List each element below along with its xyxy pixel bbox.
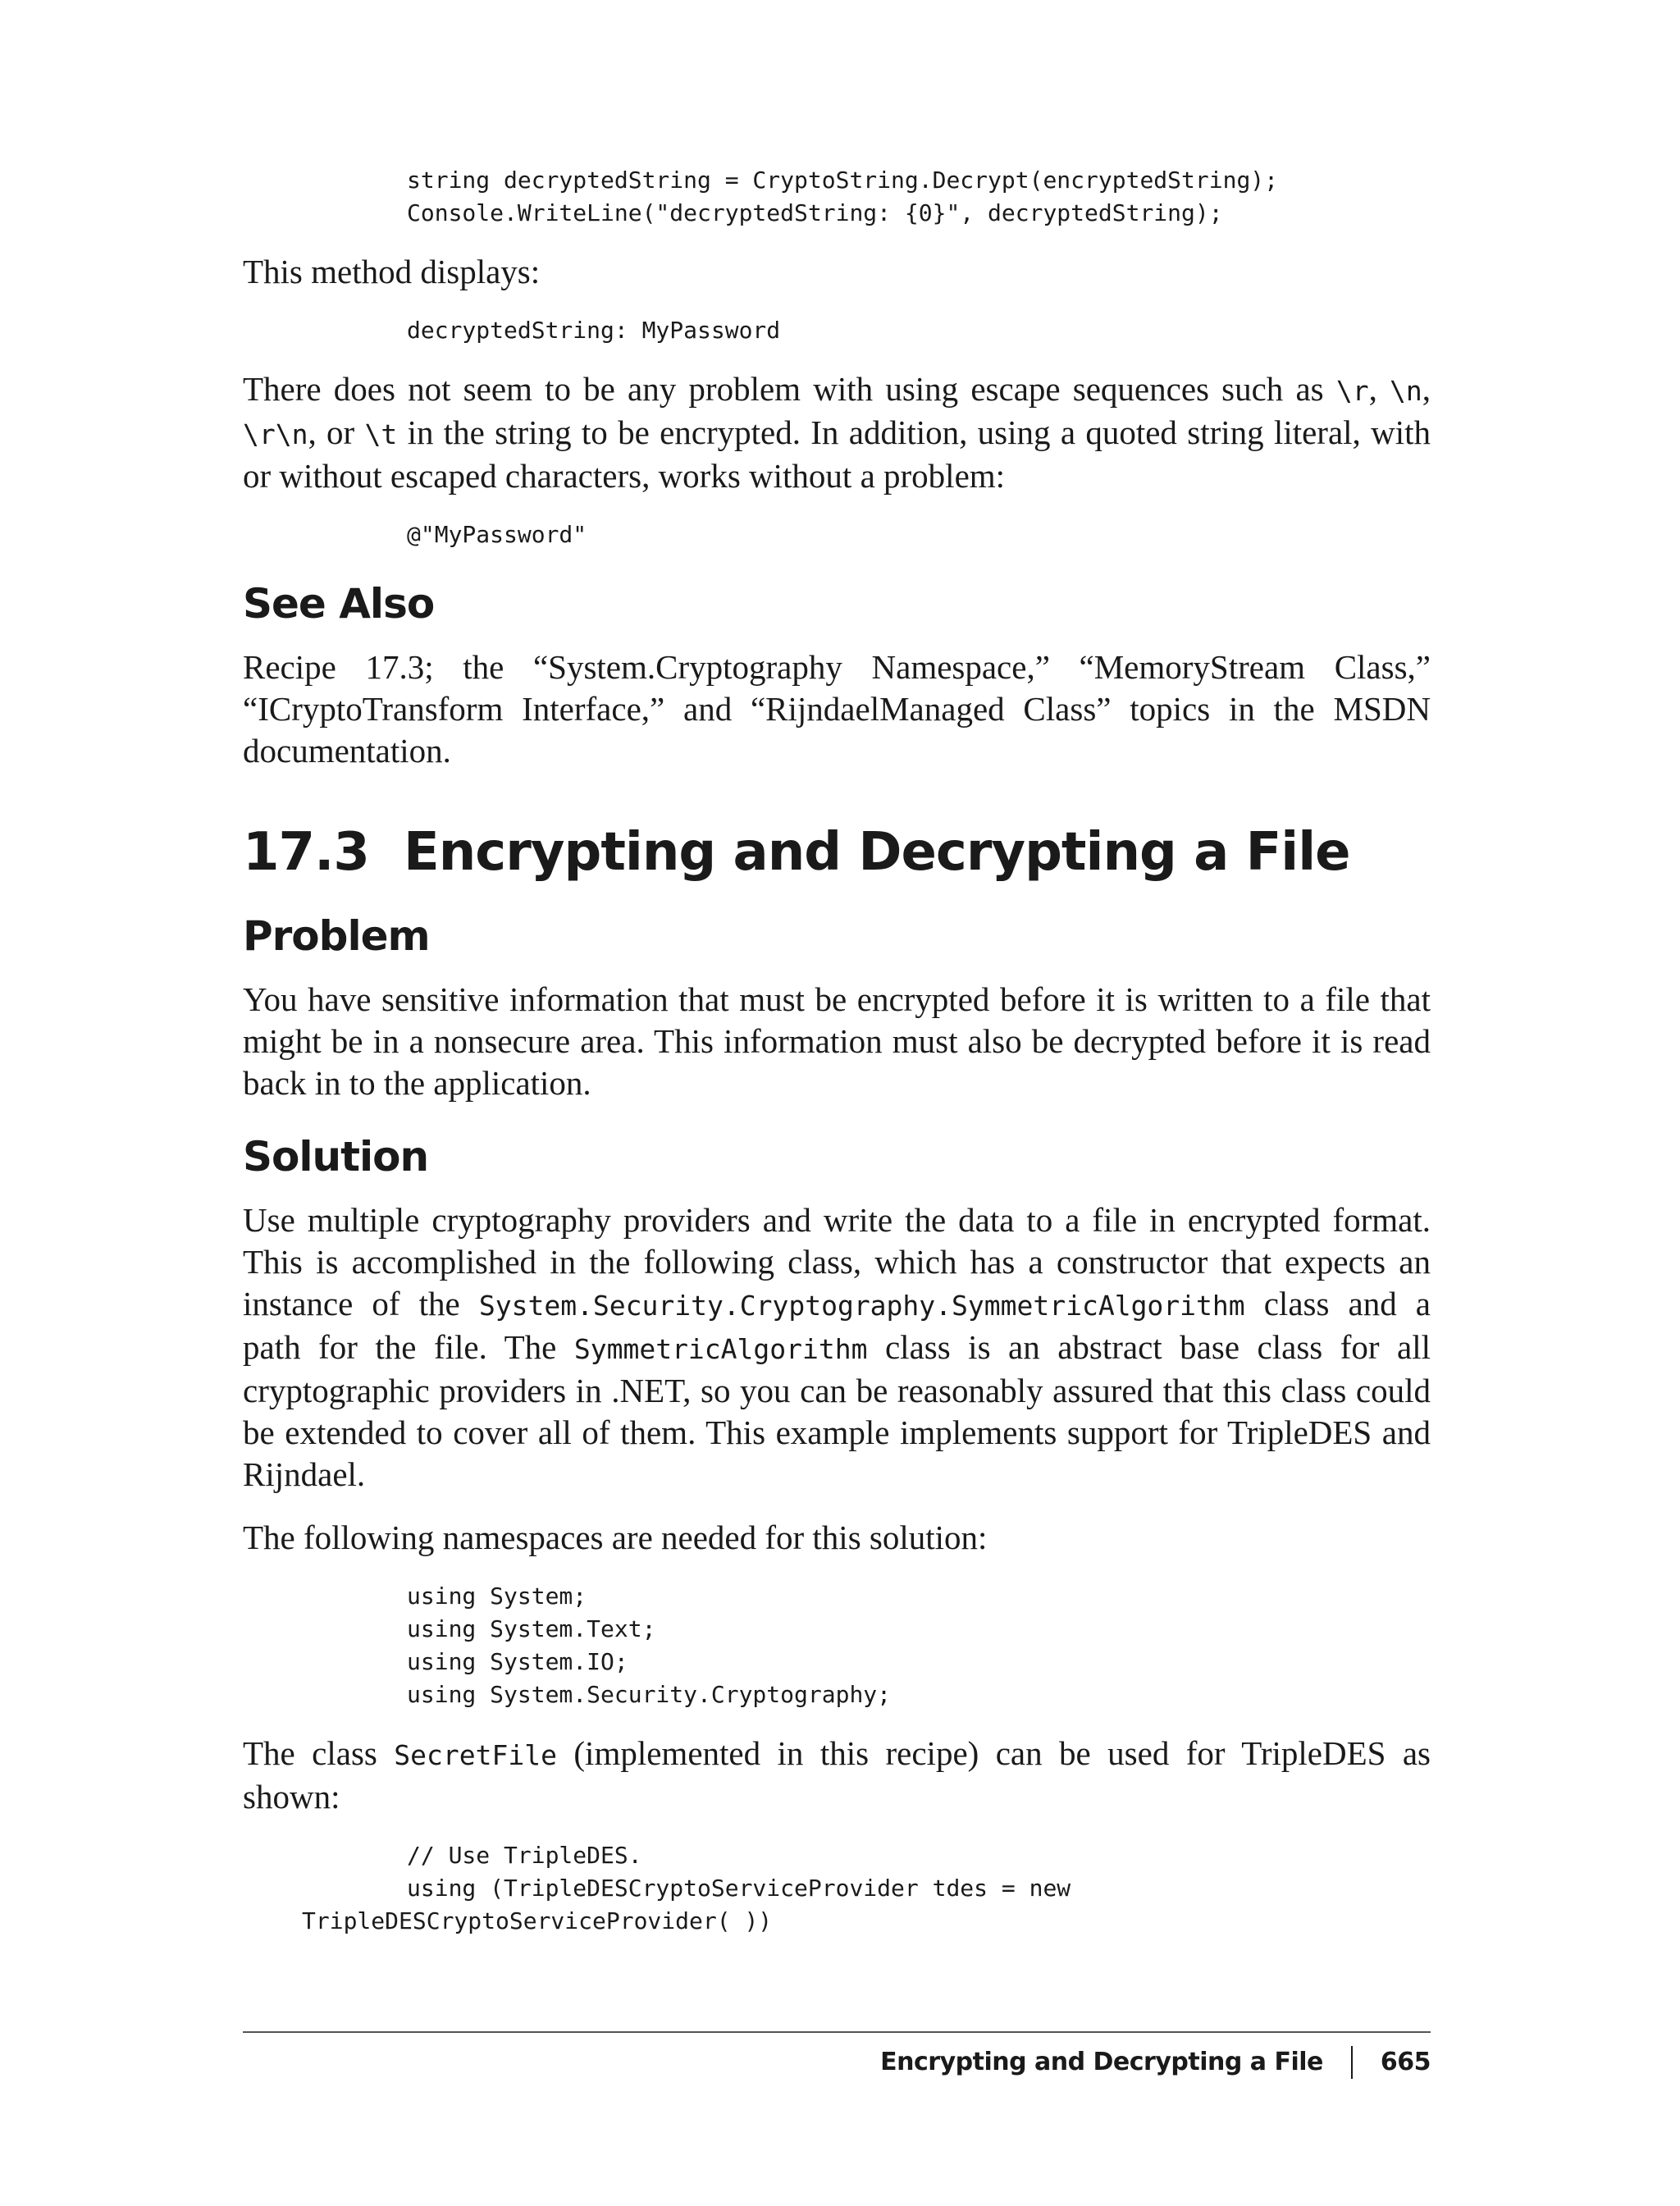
code-line: using System.Text;: [407, 1615, 656, 1642]
page-content: [243, 164, 1431, 1959]
code-line: @"MyPassword": [407, 521, 587, 548]
page-footer: [880, 2046, 1431, 2079]
solution-heading: Solution: [243, 1133, 429, 1181]
code-block-tripledes: [243, 1839, 1431, 1938]
code-line: using System.IO;: [407, 1648, 628, 1675]
inline-code: \n: [1390, 375, 1422, 407]
problem-heading: Problem: [243, 912, 430, 960]
footer-title: Encrypting and Decrypting a File: [880, 2048, 1323, 2076]
inline-code: SymmetricAlgorithm: [573, 1333, 868, 1365]
inline-code: System.Security.Cryptography.SymmetricAlgorithm: [478, 1290, 1245, 1322]
footer-rule: [243, 2031, 1431, 2033]
paragraph-escape-sequences: There does not seem to be any problem with using escape sequences such as \r, \n, \r\n, or \t in the string to be encrypted. In addition, using a quoted string literal, with or without escaped characters, works without a problem:: [243, 370, 1431, 495]
see-also-text: Recipe 17.3; the “System.Cryptography Namespace,” “MemoryStream Class,” “ICryptoTransform Interface,” and “RijndaelManaged Class” topics in the MSDN documentation.: [243, 648, 1431, 770]
problem-text: You have sensitive information that must be encrypted before it is written to a file that might be in a nonsecure area. This information must also be decrypted before it is read back in to the application.: [243, 980, 1431, 1102]
code-line: TripleDESCryptoServiceProvider( )): [302, 1907, 773, 1934]
section-title: Encrypting and Decrypting a File: [404, 822, 1350, 883]
code-line: // Use TripleDES.: [407, 1842, 642, 1869]
page-number: 665: [1380, 2048, 1431, 2076]
paragraph-displays: This method displays:: [243, 253, 541, 290]
code-line: Console.WriteLine("decryptedString: {0}", decryptedString);: [407, 199, 1223, 226]
paragraph-namespaces: The following namespaces are needed for this solution:: [243, 1519, 988, 1556]
code-line: using System.Security.Cryptography;: [407, 1681, 892, 1708]
code-line: decryptedString: MyPassword: [407, 317, 781, 344]
code-block-decrypt: [243, 164, 1431, 230]
paragraph-secretfile: The class SecretFile (implemented in this recipe) can be used for TripleDES as shown:: [243, 1734, 1431, 1815]
code-block-output: [243, 314, 1431, 347]
code-line: using System;: [407, 1583, 587, 1610]
section-heading: [243, 821, 1431, 884]
code-block-literal: [243, 518, 1431, 551]
inline-code: \r: [1335, 375, 1369, 407]
see-also-heading: See Also: [243, 580, 435, 628]
code-line: using (TripleDESCryptoServiceProvider tdes = new: [407, 1875, 1071, 1902]
code-line: string decryptedString = CryptoString.Decrypt(encryptedString);: [407, 167, 1279, 194]
solution-text: Use multiple cryptography providers and write the data to a file in encrypted format. This is accomplished in the following class, which has a constructor that expects an instance of the System.Security.Cryptography.SymmetricAlgorithm class and a path for the file. The SymmetricAlgorithm class is an abstract base class for all cryptographic providers in .NET, so you can be reasonably assured that this class could be extended to cover all of them. This example implements support for TripleDES and Rijndael.: [243, 1201, 1431, 1493]
inline-code: \t: [364, 418, 398, 450]
inline-code: \r\n: [243, 418, 308, 450]
inline-code: SecretFile: [394, 1739, 557, 1771]
footer-separator: [1351, 2046, 1353, 2079]
code-block-usings: [243, 1580, 1431, 1711]
section-number: 17.3: [243, 822, 369, 883]
